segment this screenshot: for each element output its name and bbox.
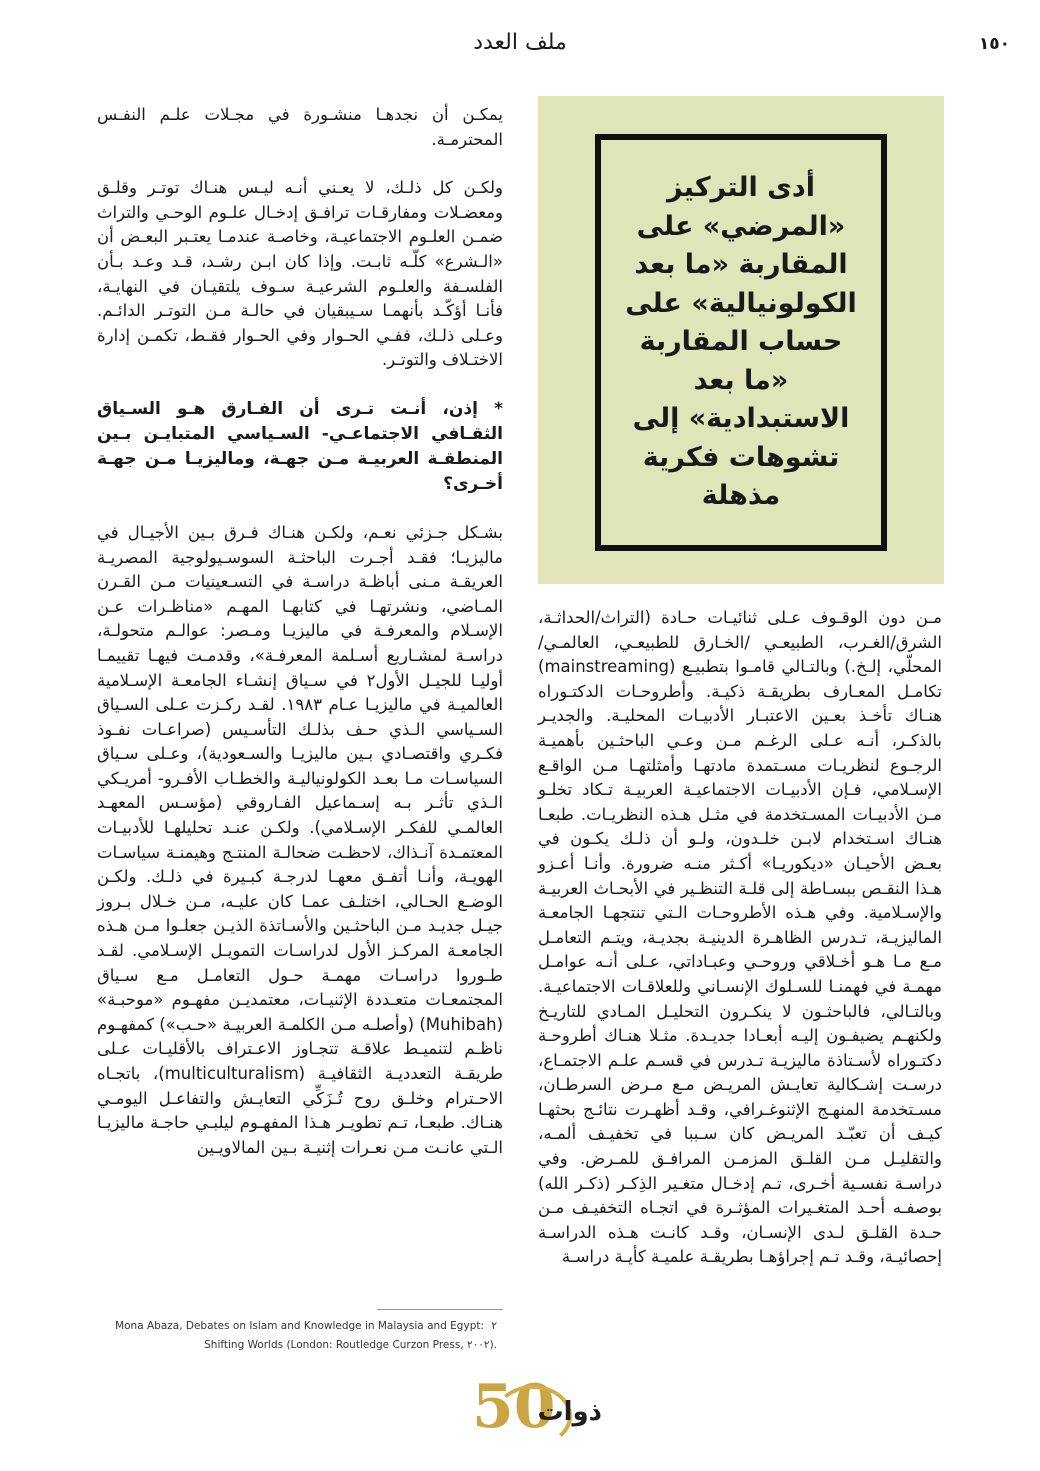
pullquote-panel bbox=[538, 96, 944, 584]
logo-numeral: 50 bbox=[472, 1372, 556, 1442]
logo-name: ذوات bbox=[537, 1397, 602, 1427]
page-number: ١٥٠ bbox=[978, 34, 1010, 54]
footnote-divider bbox=[377, 1309, 503, 1310]
paragraph: بشـكل جـزئي نعـم، ولكـن هنـاك فـرق بـين الأجيـال في ماليزيـا؛ فقـد أجـرت الباحثـة السوسـيولوجية المصريـة العريقـة مـنى أباظـة دراسـة في التسـعينيات مـن القـرن المـاضي، ونشرتهـا في كتابهـا المهـم «مناظـرات عـن الإسـلام والمعرفـة في ماليزيـا ومـصر: عوالـم متحولـة، دراسـة لمشـاريع أسـلمة المعرفـة»، وقدمـت فيهـا تقييمـا أوليـا للجيـل الأول٢ في سـياق إنشـاء الجامعـة الإسـلامية العالميـة في ماليزيـا عـام ١٩٨٣. لقـد ركـزت عـلى السـياق السـياسي الـذي حـف بذلـك التأسـيس (صراعـات نفـوذ فكـري واقتصـادي بـين ماليزيـا والسـعودية)، وعـلى سـياق السياسـات مـا بعـد الكولونياليـة والخطـاب الأفـرو- أمريـكي الـذي تأثـر بـه إسـماعيل الفـاروقي (مؤسـس المعهـد العالمـي للفكـر الإسـلامي). ولكـن عنـد تحليلهـا للأدبيـات المعتمـدة آنـذاك، لاحظـت ضحالـة المنتـج وهيمنـة سياسـات الهويـة، وأنـا أتفـق معهـا لدرجـة كبـيرة في ذلـك. ولكـن الوضـع الحـالي، اختلـف عمـا كان عليـه، مـن خـلال بـروز جيـل جديـد مـن الباحثـين والأسـاتذة الذيـن جعلـوا مـن هـذه الجامعـة المركـز الأول لدراسـات التمويـل الإسـلامي. لقـد طـوروا دراسـات مهمـة حـول التعامـل مـع سـياق المجتمعـات متعـددة الإثنيـات، معتمديـن مفهـوم «موحبـة» (Muhibah) (وأصلـه مـن الكلمـة العربيـة «حـب») كمفهـوم ناظـم لتنميـط علاقـة تتجـاوز الاعـتراف بالأقليـات عـلى طريقـة التعدديـة الثقافيـة (multiculturalism)، باتجـاه الاحـترام وخلـق روح تُـزَكِّي التعايـش والتفاعـل اليومـي هنـاك. طبعـا، تـم تطويـر هـذا المفهـوم ليلبـي حاجـة ماليزيـا الـتي عانـت مـن نعـرات إثنيـة بـين المالاويـين bbox=[97, 522, 504, 1157]
paragraph: مـن دون الوقـوف عـلى ثنائيـات حـادة (التراث/الحداثـة، الشرق/الغـرب، الطبيعـي /الخـارق للطبيعـي، العالمـي/ المحلّي، إلـخ.) وبالتـالي قامـوا بتطبيـع (mainstreaming) تكامـل المعـارف بطريقـة ذكيـة. وأطروحـات الدكتـوراه هنـاك تأخـذ بعـين الاعتبـار الأدبيـات المحليـة. والجديـر بالذكـر، أنـه عـلى الرغـم مـن وعـي الباحثـين بأهميـة الرجـوع لنظريـات مسـتمدة مادتهـا وأمثلتهـا مـن الواقـع الإسـلامي، فـإن الأدبيـات الاجتماعيـة العربيـة تـكاد تخلـو مـن الأدبيـات المسـتخدمة في مثـل هـذه النظريـات. طبعـا هنـاك اسـتخدام لابـن خلـدون، ولـو أن ذلـك يكـون في بعـض الأحيـان «ديكوريـا» أكـثر منـه ضرورة. وأنـا أعـزو هـذا النقـص ببسـاطة إلى قلـة التنظـير في الأبحـاث العربيـة والإسـلامية. وفي هـذه الأطروحـات الـتي تنتجهـا الجامعـة الماليزيـة، تـدرس الظاهـرة الدينيـة بجديـة، ويتـم التعامـل مـع مـا هـو أخـلاقي وروحـي وعبـاداتي، عـلى أنـه عوامـل مهمـة في فهمنـا للسـلوك الإنسـاني وللعلاقـات الاجتماعيـة. وبالتـالي، فالباحثـون لا ينكـرون التحليـل المـادي للتاريـخ ولكنهـم يضيفـون إليـه أبعـادا جديـدة. مثـلا هنـاك أطروحـة دكتـوراه لأسـتاذة ماليزيـة تـدرس في قسـم علـم الاجتمـاع، درسـت إشـكالية تعايـش المريـض مـع مـرض السرطـان، مسـتخدمة المنهـج الإثنوغـرافي، وقـد أظهـرت نتائـج بحثهـا كيـف أن تعبّـد المريـض كان سـببا في تخفيـف ألمـه، والتقليـل مـن القلـق المزمـن المرافـق للمـرض. وفي دراسـة نفسـية أخـرى، تـم إدخـال متغـير الذِكـر (ذكـر الله) بوصفـه أحـد المتغـيرات المؤثـرة في اتجـاه التخفيـف مـن حـدة القلـق لـدى الإنسـان، وقـد كانـت هـذه الدراسـة إحصائيـة، وقـد تـم إجراؤهـا بطريقـة علميـة كأيـة دراسـة bbox=[538, 608, 942, 1267]
right-column bbox=[538, 606, 942, 1270]
footnote bbox=[97, 1317, 497, 1355]
pullquote-text: أدى التركيز «المرضي» على المقاربة «ما بعد الكولونيالية» على حساب المقاربة «ما بعد الاستبدادية» إلى تشوهات فكرية مذهلة bbox=[625, 172, 857, 512]
footnote-number: ٢ bbox=[491, 1320, 497, 1332]
interview-question: * إذن، أنـت تـرى أن الفـارق هـو السـياق الثقـافي الاجتماعـي- السـياسي المتبايـن بـين المنطقـة العربيـة مـن جهـة، وماليزيـا مـن جهـة أخـرى؟ bbox=[97, 398, 503, 494]
section-title: ملف العدد bbox=[473, 30, 567, 55]
paragraph: ولكـن كل ذلـك، لا يعـني أنـه ليـس هنـاك توتـر وقلـق ومعضـلات ومفارقـات ترافـق إدخـال علـوم الوحـي والتراث ضمـن العلـوم الاجتماعيـة، وخاصـة عندمـا يعتـبر البعـض أن «الـشرع» كلّـه ثابـت. وإذا كان ابـن رشـد، قـد وعـد بـأن الفلسـفة والعلـوم الشرعيـة سـوف يلتقيـان في النهايـة، فأنـا أؤكّـد بأنهمـا سـيبقيان في حالـة مـن التوتـر الدائـم. وعـلى ذلـك، ففـي الحـوار وفي الحـوار فقـط، تكمـن إدارة الاختـلاف والتوتـر. bbox=[97, 178, 503, 370]
paragraph: يمكـن أن نجدهـا منشـورة في مجـلات علـم النفـس المحترمـة. bbox=[97, 105, 503, 149]
left-column bbox=[97, 103, 503, 1160]
pullquote-frame bbox=[595, 134, 887, 551]
footnote-text: Mona Abaza, Debates on Islam and Knowledge in Malaysia and Egypt: Shifting Worlds (London: Routledge Curzon Press, ٢٠٠٢). bbox=[115, 1320, 497, 1351]
magazine-logo bbox=[466, 1372, 606, 1443]
